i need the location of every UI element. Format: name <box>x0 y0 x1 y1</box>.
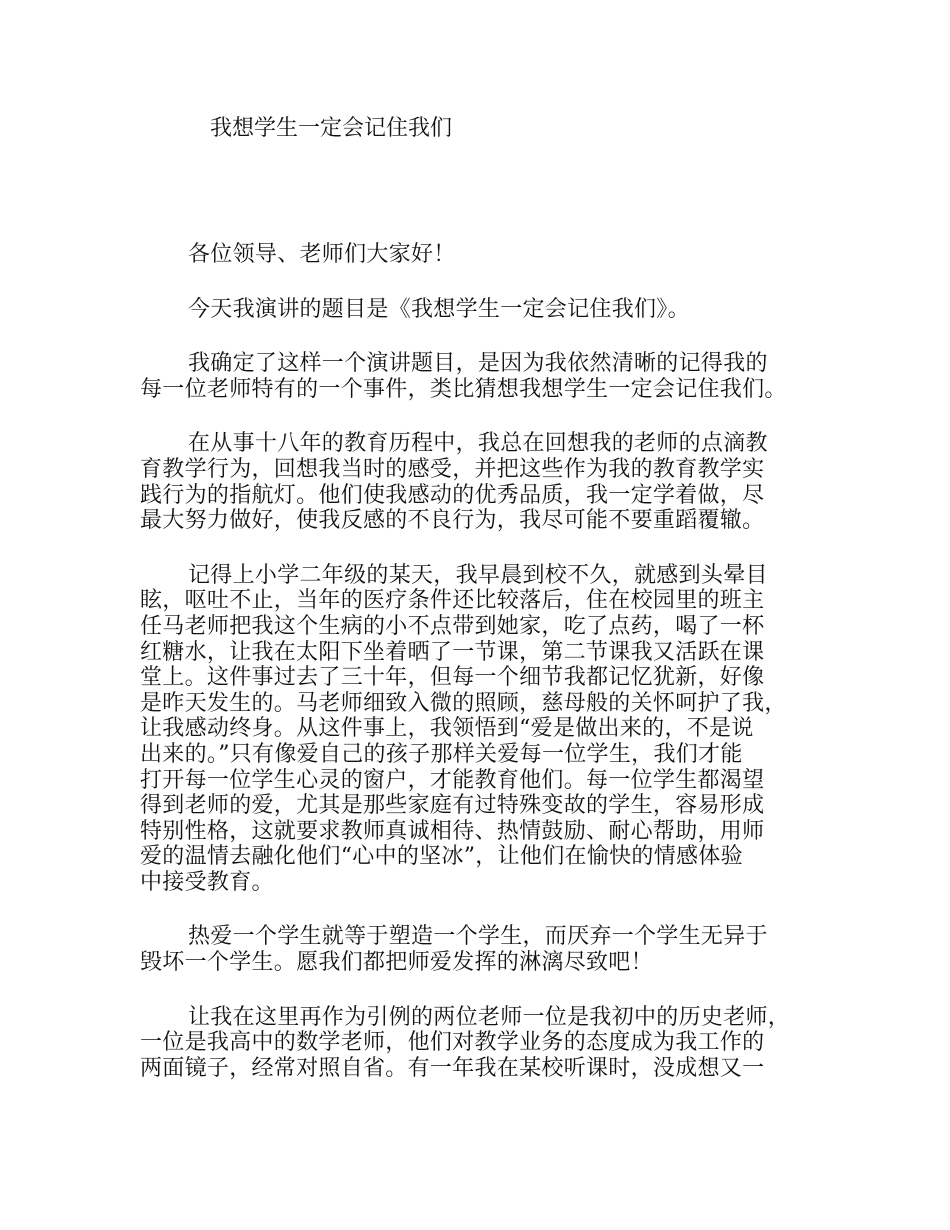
paragraph-line: 热爱一个学生就等于塑造一个学生，而厌弃一个学生无异于 <box>188 924 768 950</box>
paragraph-topic <box>140 297 808 323</box>
paragraph-line: 两面镜子，经常对照自省。有一年我在某校听课时，没成想又一 <box>140 1055 765 1081</box>
paragraph-line: 今天我演讲的题目是《我想学生一定会记住我们》。 <box>188 296 690 322</box>
paragraph-greeting <box>140 242 808 268</box>
paragraph-memory <box>140 563 808 896</box>
paragraph-line: 是昨天发生的。马老师细致入微的照顾，慈母般的关怀呵护了我， <box>140 690 787 716</box>
paragraph-line: 任马老师把我这个生病的小不点带到她家，吃了点药，喝了一杯 <box>140 613 765 639</box>
document-body <box>140 242 808 1110</box>
document-title: 我想学生一定会记住我们 <box>210 116 453 141</box>
paragraph-career <box>140 431 808 533</box>
paragraph-line: 打开每一位学生心灵的窗户，才能教育他们。每一位学生都渴望 <box>140 767 765 793</box>
paragraph-line: 中接受教育。 <box>140 869 274 895</box>
paragraph-reason <box>140 351 808 402</box>
paragraph-line: 每一位老师特有的一个事件，类比猜想我想学生一定会记住我们。 <box>140 376 787 402</box>
paragraph-two-teachers <box>140 1005 808 1082</box>
paragraph-line: 特别性格，这就要求教师真诚相待、热情鼓励、耐心帮助，用师 <box>140 818 765 844</box>
paragraph-line: 我确定了这样一个演讲题目，是因为我依然清晰的记得我的 <box>188 351 768 377</box>
paragraph-line: 一位是我高中的数学老师，他们对教学业务的态度成为我工作的 <box>140 1030 765 1056</box>
paragraph-line: 各位领导、老师们大家好！ <box>188 242 456 267</box>
paragraph-line: 育教学行为，回想我当时的感受，并把这些作为我的教育教学实 <box>140 456 765 482</box>
paragraph-line: 得到老师的爱，尤其是那些家庭有过特殊变故的学生，容易形成 <box>140 793 765 819</box>
paragraph-line: 让我感动终身。从这件事上，我领悟到“爱是做出来的，不是说 <box>140 716 754 742</box>
paragraph-line: 最大努力做好，使我反感的不良行为，我尽可能不要重蹈覆辙。 <box>140 508 765 534</box>
paragraph-love <box>140 924 808 975</box>
paragraph-line: 践行为的指航灯。他们使我感动的优秀品质，我一定学着做，尽 <box>140 482 765 508</box>
paragraph-line: 在从事十八年的教育历程中，我总在回想我的老师的点滴教 <box>188 431 768 457</box>
paragraph-line: 爱的温情去融化他们“心中的坚冰”，让他们在愉快的情感体验 <box>140 844 743 870</box>
paragraph-line: 堂上。这件事过去了三十年，但每一个细节我都记忆犹新，好像 <box>140 665 765 691</box>
paragraph-line: 记得上小学二年级的某天，我早晨到校不久，就感到头晕目 <box>188 562 768 588</box>
paragraph-line: 出来的。”只有像爱自己的孩子那样关爱每一位学生，我们才能 <box>140 741 743 767</box>
paragraph-line: 红糖水，让我在太阳下坐着晒了一节课，第二节课我又活跃在课 <box>140 639 765 665</box>
paragraph-line: 眩，呕吐不止，当年的医疗条件还比较落后，住在校园里的班主 <box>140 588 765 614</box>
paragraph-line: 让我在这里再作为引例的两位老师一位是我初中的历史老师， <box>188 1004 791 1030</box>
paragraph-line: 毁坏一个学生。愿我们都把师爱发挥的淋漓尽致吧！ <box>140 950 653 976</box>
